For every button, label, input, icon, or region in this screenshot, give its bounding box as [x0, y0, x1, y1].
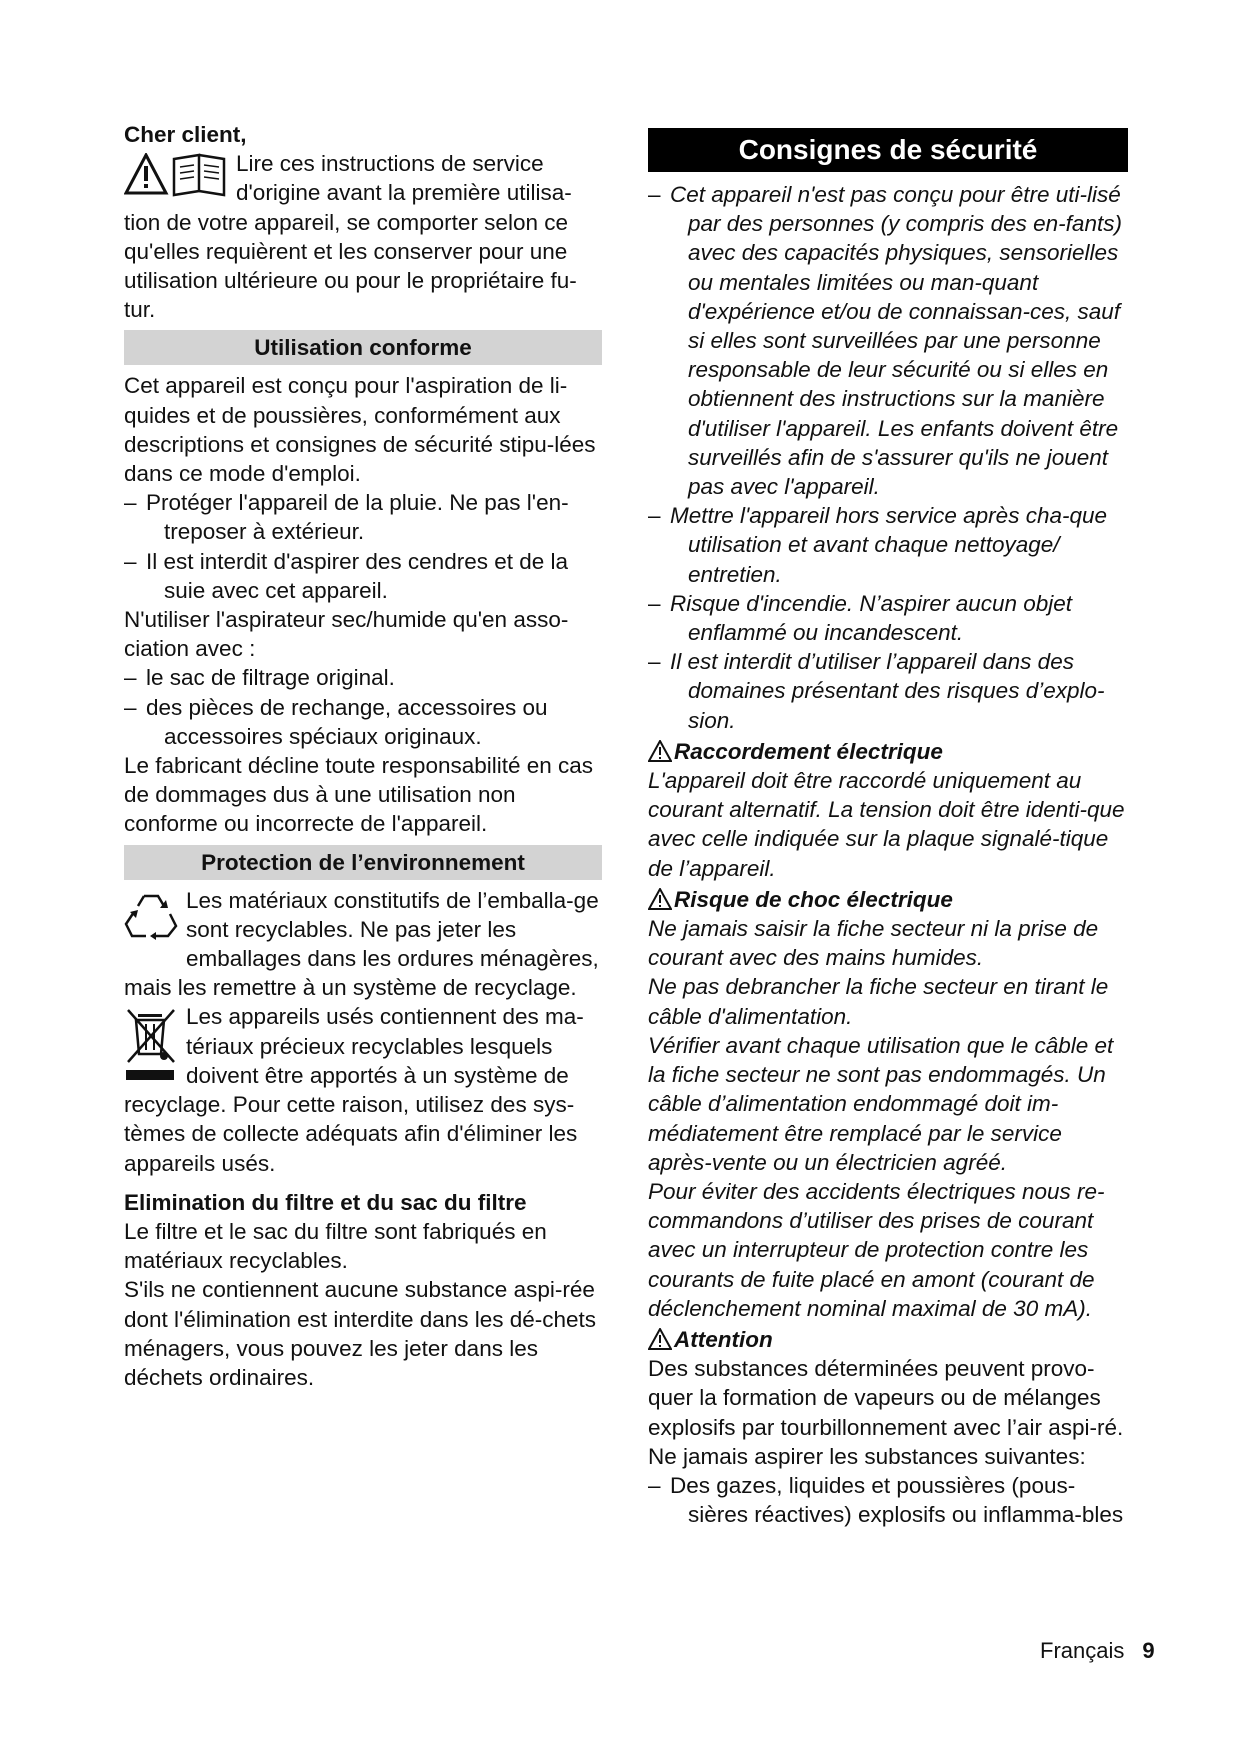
weee-block	[124, 1002, 602, 1177]
intro-line: utilisation ultérieure ou pour le propriétaire fu-	[124, 268, 577, 294]
intro-line: qu'elles requièrent et les conserver pour une	[124, 238, 568, 264]
paragraph: Ne jamais saisir la fiche secteur ni la prise de courant avec des mains humides.	[648, 916, 1099, 971]
warning-manual-icon	[124, 153, 228, 204]
greeting: Cher client,	[124, 122, 247, 147]
paragraph: Ne pas debrancher la fiche secteur en tirant le câble d'alimentation.	[648, 974, 1109, 1029]
page-footer	[1040, 1636, 1160, 1665]
paragraph: Le filtre et le sac du filtre sont fabriqués en matériaux recyclables.	[124, 1218, 547, 1274]
intro-line: Lire ces instructions de service	[236, 151, 544, 177]
list-item: – Mettre l'appareil hors service après cha-que utilisation et avant chaque nettoyage/ entretien.	[648, 503, 1108, 587]
paragraph: Pour éviter des accidents électriques nous re-commandons d’utiliser des prises de courant avec un interrupteur de protection contre les courants de fuite placé en amont (courant de déclenchement nominal maximal de 30 mA).	[648, 1178, 1105, 1321]
intro-line: d'origine avant la première utilisa-	[236, 180, 572, 206]
paragraph: N'utiliser l'aspirateur sec/humide qu'en asso-ciation avec :	[124, 607, 569, 662]
subheading-attention: Attention	[648, 1325, 1128, 1354]
paragraph: Ne jamais aspirer les substances suivantes:	[648, 1443, 1086, 1469]
paragraph: L'appareil doit être raccordé uniquement au courant alternatif. La tension doit être identi-que avec celle indiquée sur la plaque signalé-tique de l’appareil.	[648, 768, 1125, 881]
list-item: – Il est interdit d’utiliser l’appareil dans des domaines présentant des risques d’explo-sion.	[648, 649, 1105, 733]
paragraph: Cet appareil est conçu pour l'aspiration de li-quides et de poussières, conformément aux descriptions et consignes de sécurité stipu-lées dans ce mode d'emploi.	[124, 373, 596, 487]
paragraph: Les appareils usés contiennent des ma-tériaux précieux recyclables lesquels doivent être apportés à un système de recyclage. Pour cette raison, utilisez des sys-tèmes de collecte adéquats afin d'éliminer les appareils usés.	[124, 1004, 584, 1176]
warning-icon	[648, 740, 672, 762]
list-item: – Cet appareil n'est pas conçu pour être uti-lisé par des personnes (y compris des en-fants) avec des capacités physiques, sensorielles ou mentales limitées ou man-quant d'expérience et/ou de connaissan-ces, sauf si elles sont surveillées par une personne responsable de leur sécurité ou si elles en obtiennent des instructions sur la manière d'utiliser l'appareil. Les enfants doivent être surveillés afin de s'assurer qu'ils ne jouent pas avec l'appareil.	[648, 182, 1122, 500]
section-heading-filtre: Elimination du filtre et du sac du filtre	[124, 1189, 527, 1215]
page-number: 9	[1142, 1638, 1155, 1663]
recycling-block	[124, 886, 602, 1003]
paragraph: S'ils ne contiennent aucune substance aspi-rée dont l'élimination est interdite dans les dé-chets ménagers, vous pouvez les jeter dans les déchets ordinaires.	[124, 1277, 597, 1390]
list-item: – Protéger l'appareil de la pluie. Ne pas l'en-treposer à extérieur.	[124, 490, 569, 545]
section-heading-utilisation: Utilisation conforme	[124, 330, 602, 365]
paragraph: Vérifier avant chaque utilisation que le câble et la fiche secteur ne sont pas endommagés. Un câble d’alimentation endommagé doit im-médiatement être remplacé par le service après-vente ou un électricien agréé.	[648, 1032, 1114, 1175]
list-item: – Risque d'incendie. N’aspirer aucun objet enflammé ou incandescent.	[648, 590, 1073, 646]
intro-line: tur.	[124, 297, 156, 323]
subheading-elec: Raccordement électrique	[648, 737, 1128, 766]
list-item: – Des gazes, liquides et poussières (pous-sières réactives) explosifs ou inflamma-bles	[648, 1472, 1124, 1528]
list-item: – des pièces de rechange, accessoires ou accessoires spéciaux originaux.	[124, 694, 548, 749]
right-column	[648, 180, 1128, 1529]
subheading-shock: Risque de choc électrique	[648, 885, 1128, 914]
footer-language: Français	[1040, 1638, 1125, 1663]
intro-line: tion de votre appareil, se comporter selon ce	[124, 209, 568, 235]
section-heading-environnement: Protection de l’environnement	[124, 845, 602, 880]
left-column	[124, 120, 602, 1392]
paragraph: Des substances déterminées peuvent provo-quer la formation de vapeurs ou de mélanges explosifs par tourbillonnement avec l’air aspi-ré.	[648, 1356, 1124, 1440]
list-item: – le sac de filtrage original.	[124, 665, 395, 691]
safety-title: Consignes de sécurité	[648, 128, 1128, 172]
intro	[124, 149, 602, 324]
paragraph: Le fabricant décline toute responsabilité en cas de dommages dus à une utilisation non conforme ou incorrecte de l'appareil.	[124, 753, 594, 837]
crossed-bin-icon	[124, 1006, 178, 1089]
warning-icon	[648, 1328, 672, 1350]
recycle-icon	[124, 890, 178, 947]
list-item: – Il est interdit d'aspirer des cendres et de la suie avec cet appareil.	[124, 548, 569, 603]
warning-icon	[648, 888, 672, 910]
paragraph: Les matériaux constitutifs de l’emballa-ge sont recyclables. Ne pas jeter les emballages dans les ordures ménagères, mais les remettre à un système de recyclage.	[124, 887, 599, 1001]
